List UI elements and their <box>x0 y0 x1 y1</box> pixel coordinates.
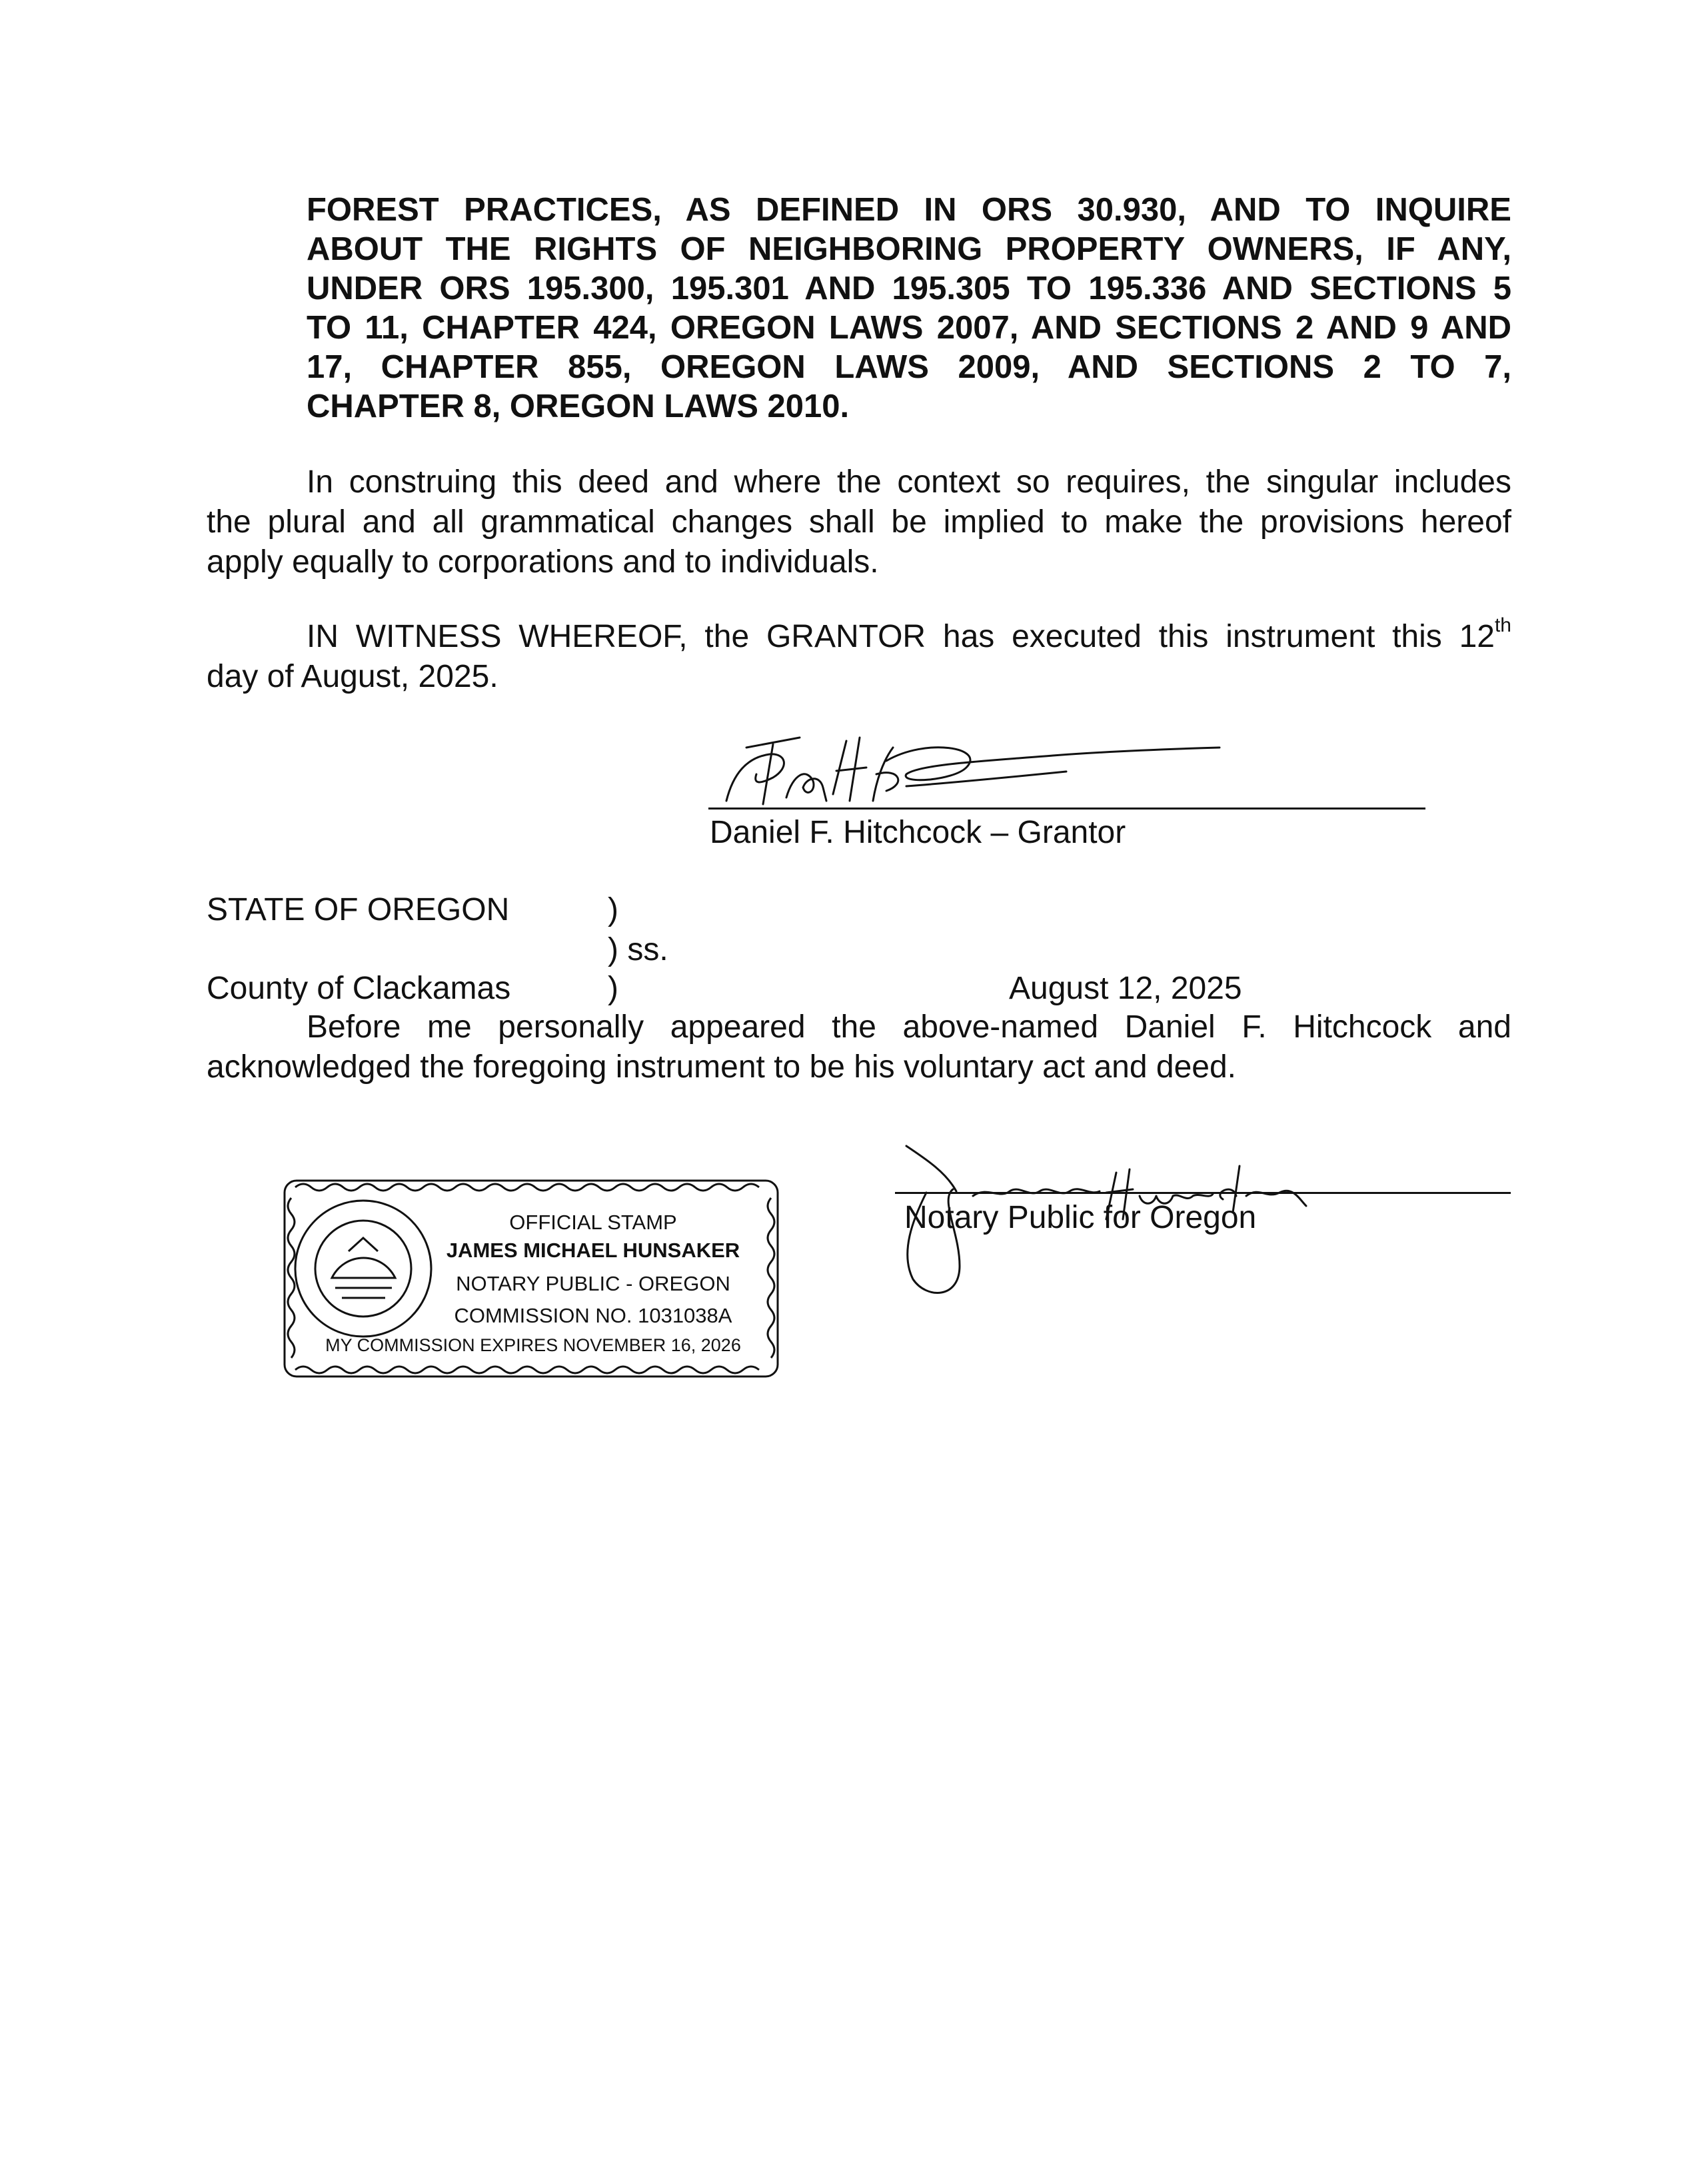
witness-line-2: day of August, 2025. <box>207 659 498 694</box>
stamp-notary-role: NOTARY PUBLIC - OREGON <box>456 1272 730 1295</box>
statute-line: CHAPTER 8, OREGON LAWS 2010. <box>307 388 850 424</box>
witness-paragraph <box>207 614 1511 697</box>
witness-line-1: IN WITNESS WHEREOF, the GRANTOR has executed this instrument this 12 <box>307 619 1495 654</box>
statute-line: 17, CHAPTER 855, OREGON LAWS 2009, AND SECTIONS 2 TO 7, <box>307 349 1511 385</box>
statute-line: ABOUT THE RIGHTS OF NEIGHBORING PROPERTY OWNERS, IF ANY, <box>307 231 1511 267</box>
statute-notice <box>307 191 1511 426</box>
stamp-title: OFFICIAL STAMP <box>509 1211 677 1234</box>
statute-line: TO 11, CHAPTER 424, OREGON LAWS 2007, AND SECTIONS 2 AND 9 AND <box>307 310 1511 346</box>
construing-line-1: In construing this deed and where the context so requires, the singular includes <box>307 464 1511 500</box>
construing-line-2: the plural and all grammatical changes shall be implied to make the provisions hereof <box>207 504 1511 540</box>
notary-signature-line <box>895 1192 1511 1194</box>
stamp-commission: COMMISSION NO. 1031038A <box>454 1304 732 1327</box>
ack-line-1: Before me personally appeared the above-named Daniel F. Hitchcock and <box>307 1009 1511 1045</box>
ordinal-suffix: th <box>1494 614 1511 636</box>
grantor-signature-line <box>708 808 1425 810</box>
acknowledgment-date: August 12, 2025 <box>1009 971 1242 1006</box>
paren: ) <box>608 892 618 927</box>
ss-label: ) ss. <box>608 932 668 967</box>
county-label: County of Clackamas <box>207 971 511 1006</box>
ack-line-2: acknowledged the foregoing instrument to be his voluntary act and deed. <box>207 1049 1236 1085</box>
construing-line-3: apply equally to corporations and to individuals. <box>207 544 879 580</box>
notary-label: Notary Public for Oregon <box>904 1200 1257 1235</box>
grantor-signature <box>706 721 1226 814</box>
stamp-expiration: MY COMMISSION EXPIRES NOVEMBER 16, 2026 <box>325 1335 741 1355</box>
construing-paragraph <box>207 462 1511 582</box>
statute-line: UNDER ORS 195.300, 195.301 AND 195.305 TO 195.336 AND SECTIONS 5 <box>307 271 1511 306</box>
statute-line: FOREST PRACTICES, AS DEFINED IN ORS 30.930, AND TO INQUIRE <box>307 192 1511 228</box>
paren: ) <box>608 971 618 1006</box>
state-label: STATE OF OREGON <box>207 892 510 927</box>
acknowledgment-body <box>207 1007 1511 1087</box>
grantor-name: Daniel F. Hitchcock – Grantor <box>710 815 1126 850</box>
stamp-notary-name: JAMES MICHAEL HUNSAKER <box>446 1239 740 1262</box>
